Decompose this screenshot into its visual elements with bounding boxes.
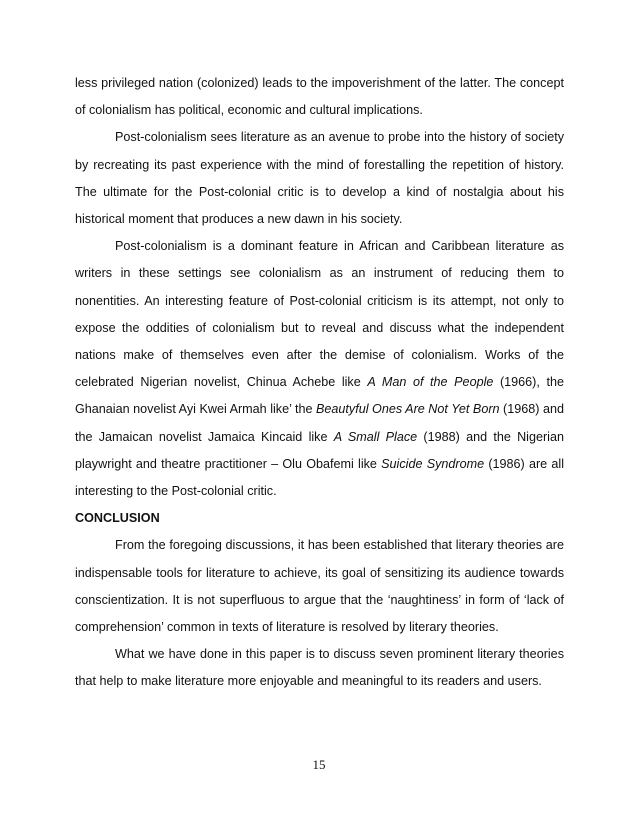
text-run: What we have done in this paper is to discuss seven prominent literary theories that help to make literature more enjoyable and meaningful to its readers and users. — [75, 647, 564, 689]
page-number: 15 — [312, 757, 326, 772]
paragraph — [75, 233, 564, 505]
italic-title: A Man of the People — [367, 375, 494, 390]
text-run: Post-colonialism sees literature as an avenue to probe into the history of society by recreating its past experience with the mind of forestalling the repetition of history. The ultimate for the Post-colonial critic is to develop a kind of nostalgia about his historical moment that produces a new dawn in his society. — [75, 130, 564, 227]
text-run: less privileged nation (colonized) leads to the impoverishment of the latter. The concept of colonialism has political, economic and cultural implications. — [75, 76, 564, 118]
text-run: From the foregoing discussions, it has been established that literary theories are indispensable tools for literature to achieve, its goal of sensitizing its audience towards conscientization. It is not superfluous to argue that the ‘naughtiness’ in form of ‘lack of comprehension’ common in texts of literature is resolved by literary theories. — [75, 538, 564, 635]
text-run: (1968) and the Jamaican novelist Jamaica Kincaid like — [75, 402, 564, 444]
paragraph — [75, 70, 564, 124]
paragraph-group-main — [75, 70, 564, 505]
section-heading: CONCLUSION — [75, 511, 160, 526]
text-run: (1988) and the Nigerian playwright and theatre practitioner – Olu Obafemi like — [75, 429, 564, 471]
italic-title: A Small Place — [333, 429, 418, 444]
paragraph — [75, 532, 564, 641]
body-text — [75, 70, 564, 696]
text-run: Post-colonialism is a dominant feature in African and Caribbean literature as writers in these settings see colonialism as an instrument of reducing them to nonentities. An interesting feature of Post-colonial criticism is its attempt, not only to expose the oddities of colonialism but to reveal and discuss what the independent nations make of themselves even after the demise of colonialism. Works of the celebrated Nigerian novelist, Chinua Achebe like — [75, 239, 564, 390]
text-run: (1966), the Ghanaian novelist Ayi Kwei Armah like’ the — [75, 375, 564, 417]
paragraph — [75, 124, 564, 233]
italic-title: Beautyful Ones Are Not Yet Born — [315, 402, 500, 417]
text-run: (1986) are all interesting to the Post-colonial critic. — [75, 456, 564, 499]
paragraph-group-conclusion — [75, 532, 564, 695]
paragraph — [75, 641, 564, 695]
italic-title: Suicide Syndrome — [381, 456, 485, 471]
